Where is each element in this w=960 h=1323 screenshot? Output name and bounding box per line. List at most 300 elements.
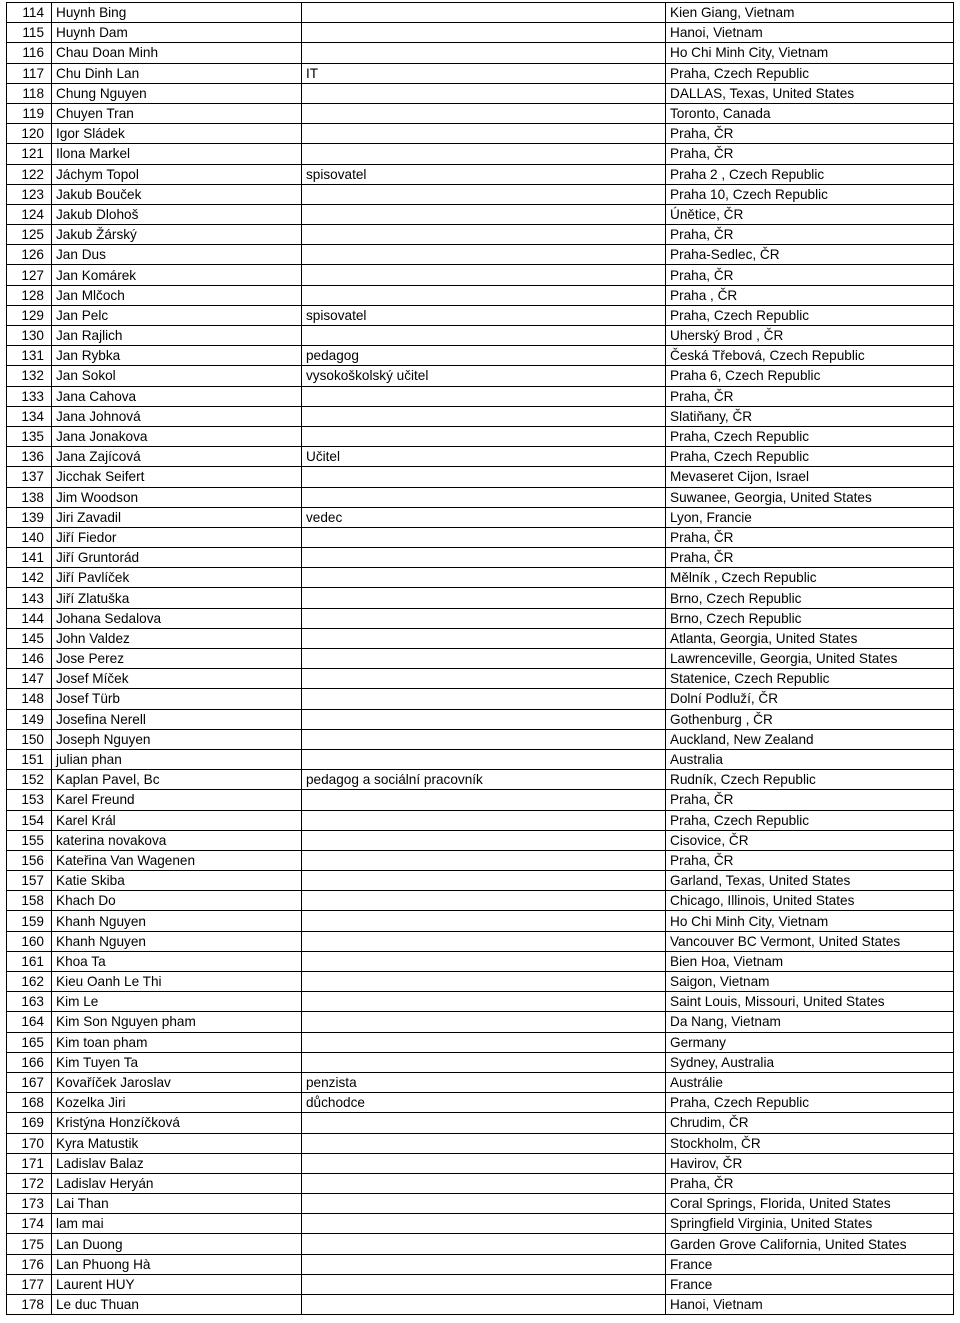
table-row	[7, 568, 954, 588]
row-number-cell: 168	[7, 1093, 52, 1113]
name-cell: Jim Woodson	[52, 487, 302, 507]
occupation-cell	[302, 204, 666, 224]
occupation-cell	[302, 951, 666, 971]
occupation-cell: penzista	[302, 1072, 666, 1092]
occupation-cell	[302, 790, 666, 810]
occupation-cell	[302, 3, 666, 23]
row-number-cell: 122	[7, 164, 52, 184]
table-row	[7, 245, 954, 265]
location-cell: Praha, Czech Republic	[666, 305, 954, 325]
row-number-cell: 121	[7, 144, 52, 164]
location-cell: Praha, Czech Republic	[666, 447, 954, 467]
occupation-cell: vedec	[302, 507, 666, 527]
row-number-cell: 150	[7, 729, 52, 749]
name-cell: Ladislav Balaz	[52, 1153, 302, 1173]
location-cell: Praha, ČR	[666, 790, 954, 810]
occupation-cell	[302, 426, 666, 446]
location-cell: Hanoi, Vietnam	[666, 1295, 954, 1315]
occupation-cell	[302, 386, 666, 406]
occupation-cell	[302, 891, 666, 911]
location-cell: Saint Louis, Missouri, United States	[666, 992, 954, 1012]
table-row	[7, 709, 954, 729]
occupation-cell	[302, 689, 666, 709]
location-cell: Gothenburg , ČR	[666, 709, 954, 729]
name-cell: Huynh Dam	[52, 23, 302, 43]
name-cell: Kim Son Nguyen pham	[52, 1012, 302, 1032]
occupation-cell	[302, 1214, 666, 1234]
occupation-cell	[302, 245, 666, 265]
table-row	[7, 972, 954, 992]
name-cell: Jiri Zavadil	[52, 507, 302, 527]
occupation-cell: Učitel	[302, 447, 666, 467]
table-row	[7, 3, 954, 23]
row-number-cell: 115	[7, 23, 52, 43]
location-cell: Lawrenceville, Georgia, United States	[666, 649, 954, 669]
row-number-cell: 157	[7, 871, 52, 891]
occupation-cell	[302, 548, 666, 568]
location-cell: Australia	[666, 749, 954, 769]
name-cell: Jakub Bouček	[52, 184, 302, 204]
row-number-cell: 125	[7, 225, 52, 245]
table-row	[7, 43, 954, 63]
location-cell: Praha, Czech Republic	[666, 1093, 954, 1113]
occupation-cell	[302, 527, 666, 547]
location-cell: Germany	[666, 1032, 954, 1052]
location-cell: Brno, Czech Republic	[666, 588, 954, 608]
name-cell: Jana Cahova	[52, 386, 302, 406]
location-cell: Praha, ČR	[666, 527, 954, 547]
row-number-cell: 140	[7, 527, 52, 547]
table-row	[7, 649, 954, 669]
location-cell: Praha, Czech Republic	[666, 810, 954, 830]
occupation-cell	[302, 1173, 666, 1193]
location-cell: Brno, Czech Republic	[666, 608, 954, 628]
table-row	[7, 810, 954, 830]
location-cell: Suwanee, Georgia, United States	[666, 487, 954, 507]
table-row	[7, 225, 954, 245]
table-row	[7, 992, 954, 1012]
table-row	[7, 1032, 954, 1052]
occupation-cell	[302, 608, 666, 628]
table-row	[7, 346, 954, 366]
table-row	[7, 770, 954, 790]
location-cell: Saigon, Vietnam	[666, 972, 954, 992]
location-cell: Havirov, ČR	[666, 1153, 954, 1173]
row-number-cell: 160	[7, 931, 52, 951]
table-row	[7, 386, 954, 406]
table-row	[7, 1153, 954, 1173]
signatories-table	[6, 2, 954, 1315]
table-row	[7, 124, 954, 144]
occupation-cell	[302, 225, 666, 245]
table-row	[7, 871, 954, 891]
table-row	[7, 850, 954, 870]
row-number-cell: 174	[7, 1214, 52, 1234]
occupation-cell: spisovatel	[302, 305, 666, 325]
occupation-cell	[302, 709, 666, 729]
row-number-cell: 148	[7, 689, 52, 709]
name-cell: Kaplan Pavel, Bc	[52, 770, 302, 790]
row-number-cell: 118	[7, 83, 52, 103]
row-number-cell: 136	[7, 447, 52, 467]
name-cell: Karel Král	[52, 810, 302, 830]
name-cell: Jan Pelc	[52, 305, 302, 325]
location-cell: Chrudim, ČR	[666, 1113, 954, 1133]
table-row	[7, 749, 954, 769]
occupation-cell: vysokoškolský učitel	[302, 366, 666, 386]
name-cell: Kim Le	[52, 992, 302, 1012]
name-cell: Kieu Oanh Le Thi	[52, 972, 302, 992]
occupation-cell: spisovatel	[302, 164, 666, 184]
row-number-cell: 131	[7, 346, 52, 366]
occupation-cell: pedagog	[302, 346, 666, 366]
name-cell: Jan Dus	[52, 245, 302, 265]
occupation-cell	[302, 1194, 666, 1214]
name-cell: Lan Duong	[52, 1234, 302, 1254]
location-cell: Praha, ČR	[666, 548, 954, 568]
occupation-cell	[302, 1133, 666, 1153]
occupation-cell	[302, 1274, 666, 1294]
name-cell: Laurent HUY	[52, 1274, 302, 1294]
row-number-cell: 138	[7, 487, 52, 507]
row-number-cell: 159	[7, 911, 52, 931]
row-number-cell: 155	[7, 830, 52, 850]
name-cell: Khoa Ta	[52, 951, 302, 971]
table-row	[7, 1274, 954, 1294]
table-row	[7, 1113, 954, 1133]
row-number-cell: 169	[7, 1113, 52, 1133]
name-cell: John Valdez	[52, 628, 302, 648]
occupation-cell	[302, 850, 666, 870]
row-number-cell: 126	[7, 245, 52, 265]
location-cell: Dolní Podluží, ČR	[666, 689, 954, 709]
table-row	[7, 1093, 954, 1113]
name-cell: Jan Rybka	[52, 346, 302, 366]
table-row	[7, 23, 954, 43]
name-cell: Khach Do	[52, 891, 302, 911]
location-cell: Atlanta, Georgia, United States	[666, 628, 954, 648]
name-cell: lam mai	[52, 1214, 302, 1234]
table-row	[7, 204, 954, 224]
table-row	[7, 1012, 954, 1032]
location-cell: France	[666, 1254, 954, 1274]
row-number-cell: 154	[7, 810, 52, 830]
name-cell: Jan Rajlich	[52, 326, 302, 346]
name-cell: Lai Than	[52, 1194, 302, 1214]
row-number-cell: 152	[7, 770, 52, 790]
location-cell: Praha, ČR	[666, 1173, 954, 1193]
occupation-cell	[302, 669, 666, 689]
location-cell: Austrálie	[666, 1072, 954, 1092]
name-cell: Chung Nguyen	[52, 83, 302, 103]
location-cell: Praha, ČR	[666, 225, 954, 245]
name-cell: Kim toan pham	[52, 1032, 302, 1052]
location-cell: Cisovice, ČR	[666, 830, 954, 850]
name-cell: Jiří Zlatuška	[52, 588, 302, 608]
table-row	[7, 548, 954, 568]
row-number-cell: 173	[7, 1194, 52, 1214]
table-row	[7, 931, 954, 951]
table-row	[7, 951, 954, 971]
name-cell: Kovaříček Jaroslav	[52, 1072, 302, 1092]
table-row	[7, 1214, 954, 1234]
occupation-cell	[302, 1113, 666, 1133]
location-cell: Česká Třebová, Czech Republic	[666, 346, 954, 366]
row-number-cell: 172	[7, 1173, 52, 1193]
location-cell: Praha, ČR	[666, 124, 954, 144]
name-cell: Karel Freund	[52, 790, 302, 810]
occupation-cell	[302, 972, 666, 992]
location-cell: DALLAS, Texas, United States	[666, 83, 954, 103]
name-cell: Jana Jonakova	[52, 426, 302, 446]
name-cell: Jose Perez	[52, 649, 302, 669]
row-number-cell: 144	[7, 608, 52, 628]
location-cell: Vancouver BC Vermont, United States	[666, 931, 954, 951]
occupation-cell	[302, 729, 666, 749]
occupation-cell	[302, 1295, 666, 1315]
name-cell: Jan Komárek	[52, 265, 302, 285]
name-cell: Kozelka Jiri	[52, 1093, 302, 1113]
name-cell: Khanh Nguyen	[52, 931, 302, 951]
name-cell: Jan Sokol	[52, 366, 302, 386]
name-cell: Huynh Bing	[52, 3, 302, 23]
row-number-cell: 132	[7, 366, 52, 386]
location-cell: Praha, ČR	[666, 850, 954, 870]
occupation-cell	[302, 1234, 666, 1254]
row-number-cell: 143	[7, 588, 52, 608]
table-row	[7, 527, 954, 547]
occupation-cell	[302, 588, 666, 608]
row-number-cell: 177	[7, 1274, 52, 1294]
location-cell: Únětice, ČR	[666, 204, 954, 224]
name-cell: Chuyen Tran	[52, 103, 302, 123]
name-cell: Jan Mlčoch	[52, 285, 302, 305]
row-number-cell: 114	[7, 3, 52, 23]
location-cell: Mělník , Czech Republic	[666, 568, 954, 588]
table-row	[7, 83, 954, 103]
row-number-cell: 176	[7, 1254, 52, 1274]
occupation-cell	[302, 1032, 666, 1052]
occupation-cell	[302, 830, 666, 850]
table-row	[7, 447, 954, 467]
occupation-cell	[302, 487, 666, 507]
location-cell: Auckland, New Zealand	[666, 729, 954, 749]
occupation-cell	[302, 124, 666, 144]
location-cell: Kien Giang, Vietnam	[666, 3, 954, 23]
location-cell: Garden Grove California, United States	[666, 1234, 954, 1254]
row-number-cell: 164	[7, 1012, 52, 1032]
row-number-cell: 158	[7, 891, 52, 911]
name-cell: katerina novakova	[52, 830, 302, 850]
row-number-cell: 149	[7, 709, 52, 729]
table-row	[7, 164, 954, 184]
occupation-cell	[302, 83, 666, 103]
row-number-cell: 166	[7, 1052, 52, 1072]
row-number-cell: 135	[7, 426, 52, 446]
location-cell: Garland, Texas, United States	[666, 871, 954, 891]
row-number-cell: 167	[7, 1072, 52, 1092]
table-row	[7, 729, 954, 749]
table-row	[7, 426, 954, 446]
occupation-cell	[302, 265, 666, 285]
location-cell: Rudník, Czech Republic	[666, 770, 954, 790]
name-cell: Khanh Nguyen	[52, 911, 302, 931]
table-row	[7, 1133, 954, 1153]
name-cell: Jáchym Topol	[52, 164, 302, 184]
row-number-cell: 145	[7, 628, 52, 648]
row-number-cell: 161	[7, 951, 52, 971]
table-row	[7, 1173, 954, 1193]
occupation-cell: IT	[302, 63, 666, 83]
location-cell: Uherský Brod , ČR	[666, 326, 954, 346]
table-row	[7, 285, 954, 305]
occupation-cell	[302, 184, 666, 204]
occupation-cell	[302, 931, 666, 951]
row-number-cell: 147	[7, 669, 52, 689]
occupation-cell	[302, 568, 666, 588]
row-number-cell: 178	[7, 1295, 52, 1315]
name-cell: Chau Doan Minh	[52, 43, 302, 63]
row-number-cell: 162	[7, 972, 52, 992]
location-cell: Praha , ČR	[666, 285, 954, 305]
name-cell: Kyra Matustik	[52, 1133, 302, 1153]
location-cell: Praha 2 , Czech Republic	[666, 164, 954, 184]
name-cell: Joseph Nguyen	[52, 729, 302, 749]
row-number-cell: 151	[7, 749, 52, 769]
table-row	[7, 1194, 954, 1214]
table-row	[7, 467, 954, 487]
name-cell: Jana Zajícová	[52, 447, 302, 467]
name-cell: Ilona Markel	[52, 144, 302, 164]
name-cell: Katie Skiba	[52, 871, 302, 891]
row-number-cell: 170	[7, 1133, 52, 1153]
name-cell: Jana Johnová	[52, 406, 302, 426]
table-row	[7, 1052, 954, 1072]
location-cell: Sydney, Australia	[666, 1052, 954, 1072]
row-number-cell: 133	[7, 386, 52, 406]
row-number-cell: 141	[7, 548, 52, 568]
name-cell: Josef Míček	[52, 669, 302, 689]
table-row	[7, 588, 954, 608]
row-number-cell: 137	[7, 467, 52, 487]
name-cell: Josefina Nerell	[52, 709, 302, 729]
table-body	[7, 3, 954, 1315]
row-number-cell: 171	[7, 1153, 52, 1173]
location-cell: Bien Hoa, Vietnam	[666, 951, 954, 971]
occupation-cell	[302, 911, 666, 931]
row-number-cell: 124	[7, 204, 52, 224]
location-cell: Coral Springs, Florida, United States	[666, 1194, 954, 1214]
table-row	[7, 184, 954, 204]
table-row	[7, 1254, 954, 1274]
table-row	[7, 628, 954, 648]
occupation-cell	[302, 871, 666, 891]
occupation-cell	[302, 406, 666, 426]
occupation-cell	[302, 810, 666, 830]
row-number-cell: 117	[7, 63, 52, 83]
row-number-cell: 165	[7, 1032, 52, 1052]
table-row	[7, 669, 954, 689]
row-number-cell: 175	[7, 1234, 52, 1254]
name-cell: julian phan	[52, 749, 302, 769]
name-cell: Le duc Thuan	[52, 1295, 302, 1315]
row-number-cell: 156	[7, 850, 52, 870]
occupation-cell	[302, 285, 666, 305]
table-row	[7, 790, 954, 810]
name-cell: Chu Dinh Lan	[52, 63, 302, 83]
occupation-cell	[302, 1254, 666, 1274]
location-cell: Praha, ČR	[666, 386, 954, 406]
row-number-cell: 116	[7, 43, 52, 63]
table-row	[7, 507, 954, 527]
location-cell: Ho Chi Minh City, Vietnam	[666, 43, 954, 63]
occupation-cell	[302, 992, 666, 1012]
name-cell: Ladislav Heryán	[52, 1173, 302, 1193]
occupation-cell	[302, 467, 666, 487]
name-cell: Kristýna Honzíčková	[52, 1113, 302, 1133]
table-row	[7, 689, 954, 709]
location-cell: Slatiňany, ČR	[666, 406, 954, 426]
occupation-cell: důchodce	[302, 1093, 666, 1113]
occupation-cell: pedagog a sociální pracovník	[302, 770, 666, 790]
name-cell: Jakub Dlohoš	[52, 204, 302, 224]
name-cell: Kateřina Van Wagenen	[52, 850, 302, 870]
table-row	[7, 265, 954, 285]
location-cell: Toronto, Canada	[666, 103, 954, 123]
name-cell: Jiří Pavlíček	[52, 568, 302, 588]
location-cell: Praha, Czech Republic	[666, 63, 954, 83]
name-cell: Jicchak Seifert	[52, 467, 302, 487]
name-cell: Kim Tuyen Ta	[52, 1052, 302, 1072]
location-cell: Chicago, Illinois, United States	[666, 891, 954, 911]
occupation-cell	[302, 326, 666, 346]
occupation-cell	[302, 749, 666, 769]
row-number-cell: 128	[7, 285, 52, 305]
occupation-cell	[302, 144, 666, 164]
occupation-cell	[302, 43, 666, 63]
row-number-cell: 146	[7, 649, 52, 669]
location-cell: Statenice, Czech Republic	[666, 669, 954, 689]
row-number-cell: 134	[7, 406, 52, 426]
row-number-cell: 139	[7, 507, 52, 527]
row-number-cell: 120	[7, 124, 52, 144]
row-number-cell: 127	[7, 265, 52, 285]
table-row	[7, 1072, 954, 1092]
row-number-cell: 163	[7, 992, 52, 1012]
location-cell: Praha, Czech Republic	[666, 426, 954, 446]
table-row	[7, 406, 954, 426]
occupation-cell	[302, 103, 666, 123]
name-cell: Jakub Žárský	[52, 225, 302, 245]
table-row	[7, 608, 954, 628]
table-row	[7, 366, 954, 386]
location-cell: Mevaseret Cijon, Israel	[666, 467, 954, 487]
occupation-cell	[302, 1052, 666, 1072]
location-cell: France	[666, 1274, 954, 1294]
row-number-cell: 130	[7, 326, 52, 346]
table-row	[7, 911, 954, 931]
name-cell: Johana Sedalova	[52, 608, 302, 628]
location-cell: Praha, ČR	[666, 144, 954, 164]
name-cell: Lan Phuong Hà	[52, 1254, 302, 1274]
name-cell: Josef Türb	[52, 689, 302, 709]
table-row	[7, 1295, 954, 1315]
location-cell: Hanoi, Vietnam	[666, 23, 954, 43]
table-row	[7, 487, 954, 507]
location-cell: Praha 10, Czech Republic	[666, 184, 954, 204]
row-number-cell: 153	[7, 790, 52, 810]
location-cell: Praha-Sedlec, ČR	[666, 245, 954, 265]
